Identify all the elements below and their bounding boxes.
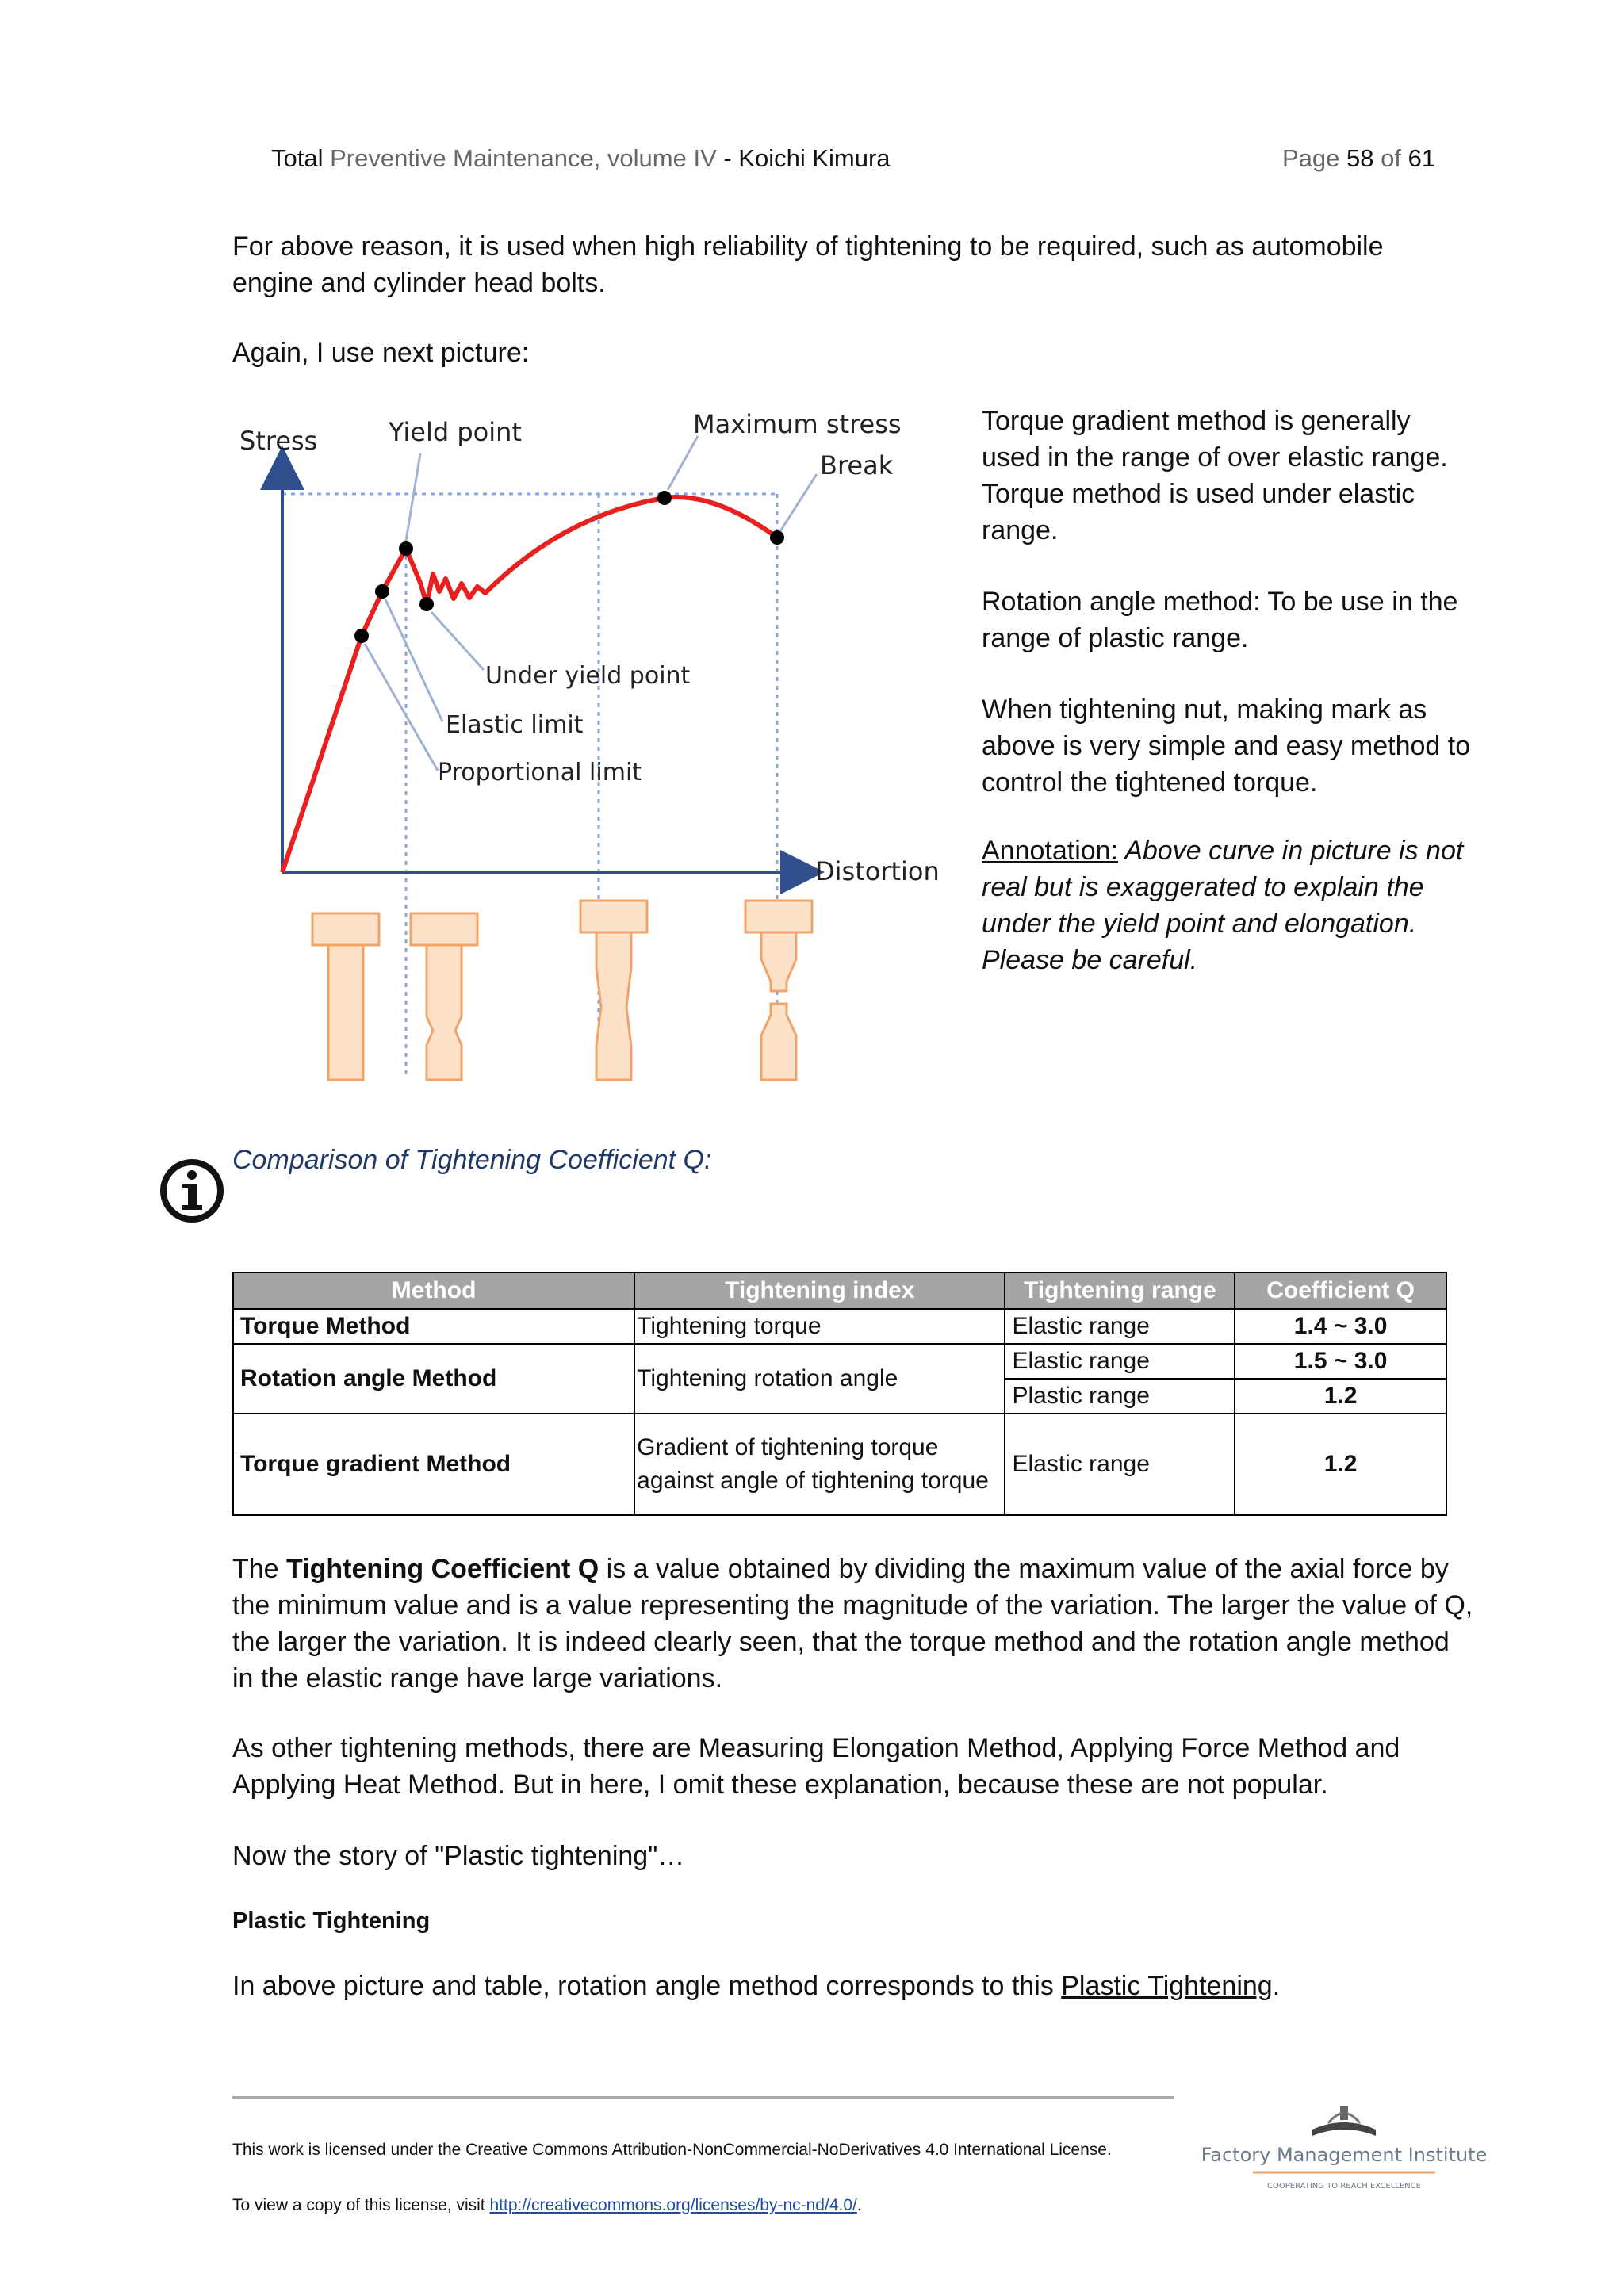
distortion-label: Distortion	[815, 856, 940, 886]
cell-range: Plastic range	[1005, 1379, 1235, 1414]
table-row	[233, 1309, 1446, 1344]
page-word: Page	[1282, 144, 1340, 172]
side-paragraph-2: Rotation angle method: To be use in the range of plastic range.	[982, 587, 1458, 653]
plastic-period: .	[1272, 1971, 1281, 2001]
book-icon	[1312, 2106, 1376, 2136]
page-current: 58	[1346, 144, 1374, 172]
comparison-title: Comparison of Tightening Coefficient Q:	[232, 1145, 712, 1175]
running-header-title	[271, 144, 891, 173]
cell-q: 1.4 ~ 3.0	[1235, 1309, 1446, 1344]
bolt-yield	[411, 913, 477, 1080]
coef-text-b: is a value obtained by dividing the maximum value of the axial force by the minimum value and is a value representing the magnitude of the variation. The larger the value of Q, the larger the variation. It is indeed clearly seen, that the torque method and the rotation angle method in the elastic range have large variations.	[232, 1554, 1473, 1693]
license-prefix: To view a copy of this license, visit	[232, 2196, 490, 2214]
table-row	[233, 1414, 1446, 1515]
institute-logo	[1201, 2099, 1488, 2202]
cell-index: Tightening rotation angle	[634, 1344, 1005, 1414]
page-number	[1282, 144, 1435, 173]
bolt-original	[312, 913, 379, 1080]
elastic-limit-point	[375, 584, 389, 599]
logo-tagline: COOPERATING TO REACH EXCELLENCE	[1267, 2182, 1421, 2191]
cell-method: Torque gradient Method	[233, 1414, 634, 1515]
intro-paragraph: For above reason, it is used when high reliability of tightening to be required, such as automobile engine and cylinder head bolts.	[232, 232, 1384, 298]
annotation-paragraph	[982, 832, 1473, 978]
page-of: of	[1381, 144, 1401, 172]
proportional-limit-point	[354, 629, 369, 643]
bolt-max-stress	[580, 901, 647, 1080]
stress-strain-figure	[230, 404, 944, 1094]
header-q: Coefficient Q	[1235, 1272, 1446, 1309]
max-pointer	[668, 436, 698, 490]
coefficient-paragraph	[232, 1551, 1473, 1697]
header-total: Total	[271, 144, 324, 172]
break-point	[770, 530, 784, 545]
license-text: This work is licensed under the Creative Commons Attribution-NonCommercial-NoDerivatives 4.0 International License.	[232, 2141, 1112, 2159]
yield-point-label: Yield point	[389, 417, 522, 447]
info-icon	[159, 1158, 225, 1224]
intro-picture-line: Again, I use next picture:	[232, 338, 530, 368]
max-stress-point	[657, 491, 672, 505]
cell-q: 1.2	[1235, 1414, 1446, 1515]
side-paragraph-3: When tightening nut, making mark as above is very simple and easy method to control the tightened torque.	[982, 695, 1471, 798]
coef-term: Tightening Coefficient Q	[286, 1554, 599, 1584]
plastic-paragraph	[232, 1968, 1280, 2004]
bolt-broken	[745, 901, 812, 1080]
break-pointer	[780, 474, 817, 531]
coefficient-table	[232, 1272, 1447, 1516]
header-series: Preventive Maintenance, volume IV	[323, 144, 717, 172]
stress-label: Stress	[239, 426, 318, 456]
license-suffix: .	[856, 2196, 862, 2214]
break-label: Break	[820, 450, 894, 480]
cell-index: Gradient of tightening torque against angle of tightening torque	[634, 1414, 1005, 1515]
footer-divider	[232, 2096, 1174, 2099]
header-range: Tightening range	[1005, 1272, 1235, 1309]
annotation-text: Above curve in picture is not real but is exaggerated to explain the under the yield point and elongation. Please be careful.	[982, 836, 1464, 975]
other-methods-paragraph: As other tightening methods, there are Measuring Elongation Method, Applying Force Method and Applying Heat Method. But in here, I omit these explanation, because these are not popular.	[232, 1733, 1400, 1800]
table-row	[233, 1344, 1446, 1379]
license-link-line	[232, 2196, 862, 2215]
yield-point-dot	[399, 541, 413, 556]
elastic-pointer	[385, 599, 442, 721]
header-method: Method	[233, 1272, 634, 1309]
logo-name: Factory Management Institute	[1201, 2144, 1488, 2166]
elastic-limit-label: Elastic limit	[446, 711, 584, 739]
yield-pointer	[406, 453, 420, 541]
license-url-link[interactable]: http://creativecommons.org/licenses/by-nc-nd/4.0/	[489, 2196, 857, 2214]
cell-method: Torque Method	[233, 1309, 634, 1344]
cell-q: 1.2	[1235, 1379, 1446, 1414]
story-paragraph: Now the story of "Plastic tightening"…	[232, 1841, 685, 1871]
cell-method: Rotation angle Method	[233, 1344, 634, 1414]
page-total: 61	[1408, 144, 1436, 172]
section-heading: Plastic Tightening	[232, 1908, 431, 1934]
max-stress-label: Maximum stress	[693, 409, 902, 439]
side-paragraph-1: Torque gradient method is generally used in the range of over elastic range. Torque method is used under elastic range.	[982, 406, 1448, 545]
proportional-pointer	[365, 644, 438, 771]
under-yield-label: Under yield point	[485, 662, 691, 690]
header-index: Tightening index	[634, 1272, 1005, 1309]
cell-range: Elastic range	[1005, 1344, 1235, 1379]
annotation-label: Annotation:	[982, 836, 1119, 866]
coef-text-a: The	[232, 1554, 287, 1584]
cell-range: Elastic range	[1005, 1414, 1235, 1515]
cell-q: 1.5 ~ 3.0	[1235, 1344, 1446, 1379]
under-yield-point-dot	[419, 597, 434, 611]
header-author: - Koichi Kimura	[716, 144, 891, 172]
proportional-limit-label: Proportional limit	[438, 759, 642, 786]
under-yield-pointer	[431, 612, 484, 670]
cell-range: Elastic range	[1005, 1309, 1235, 1344]
plastic-text: In above picture and table, rotation angle method corresponds to this	[232, 1971, 1062, 2001]
cell-index: Tightening torque	[634, 1309, 1005, 1344]
table-header-row	[233, 1272, 1446, 1309]
plastic-tightening-link[interactable]: Plastic Tightening	[1061, 1971, 1273, 2001]
